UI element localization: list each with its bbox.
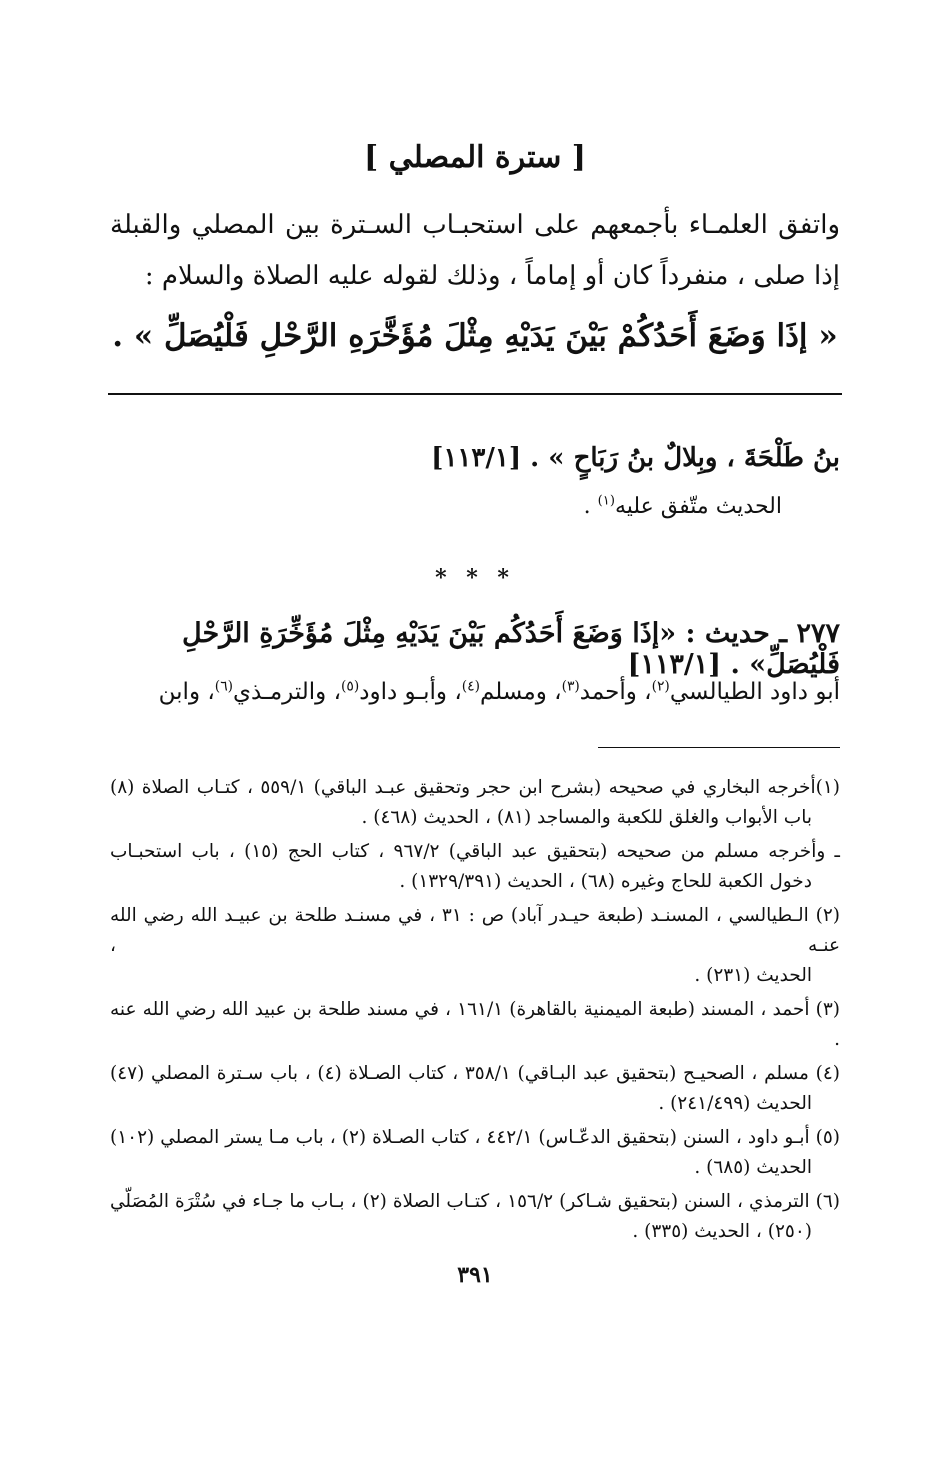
footnote <box>110 1187 840 1247</box>
footnote-ref: (٦) <box>214 678 233 695</box>
separator-stars: * * * <box>435 565 515 591</box>
source-text: ، ومسلم <box>479 679 562 705</box>
source-text: ، وابن <box>158 679 215 705</box>
section-heading: [ سترة المصلي ] <box>364 140 586 175</box>
footnote-ref: (٥) <box>341 678 360 695</box>
footnote-line: ـ وأخرجه مسلم من صحيحه (بتحقيق عبد الباقي) ٩٦٧/٢ ، كتاب الحج (١٥) ، باب استحبـاب <box>110 841 840 862</box>
footnote-line: (٤) مسلم ، الصحيـح (بتحقيق عبد البـاقي) ٣٥٨/١ ، كتاب الصـلاة (٤) ، باب سـترة المصلي (٤٧) <box>110 1063 840 1084</box>
footnote <box>110 773 840 833</box>
footnote <box>110 1059 840 1119</box>
footnotes <box>110 773 840 1251</box>
footnote-ref: (٣) <box>561 678 580 695</box>
footnote-line: الحديث (٢٣١) . <box>694 965 812 986</box>
agreed-note <box>110 494 782 519</box>
footnote-divider <box>598 747 840 748</box>
footnote <box>110 995 840 1055</box>
footnote-line: (٢) الـطيالسي ، المسنـد (طبعة حيـدر آباد) ص : ٣١ ، في مسنـد طلحة بن عبيـد الله رضي الله عنـه ، <box>110 905 840 956</box>
footnote-line: (٦) الترمذي ، السنن (بتحقيق شـاكر) ١٥٦/٢ ، كتـاب الصلاة (٢) ، بـاب ما جـاء في سُتْرَة المُصَلّي <box>110 1191 840 1212</box>
intro-line-2: إذا صلى ، منفرداً كان أو إماماً ، وذلك لقوله عليه الصلاة والسلام : <box>144 261 840 291</box>
agreed-text: الحديث متّفق عليه <box>614 494 782 519</box>
hadith-277: ٢٧٧ ـ حديث : «إذَا وَضَعَ أَحَدُكُم بَيْنَ يَدَيْهِ مِثْلَ مُؤَخِّرَةِ الرَّحْلِ فَلْيُصَلِّ» . [١١٣/١] <box>182 618 840 680</box>
footnote-line: (١)أخرجه البخاري في صحيحه (بشرح ابن حجر وتحقيق عبـد الباقي) ٥٥٩/١ ، كتـاب الصلاة (٨) <box>110 777 840 798</box>
footnote-line: باب الأبواب والغلق للكعبة والمساجد (٨١) ، الحديث (٤٦٨) . <box>361 807 812 828</box>
page-number: ٣٩١ <box>457 1262 493 1288</box>
footnote-line: الحديث (٢٤١/٤٩٩) . <box>658 1093 812 1114</box>
footnote-line: دخول الكعبة للحاج وغيره (٦٨) ، الحديث (١٣٢٩/٣٩١) . <box>399 871 812 892</box>
hadith-fragment: بنُ طَلْحَةَ ، وبِلالٌ بنُ رَبَاحٍ » . [١١٣/١] <box>431 443 840 473</box>
footnote-ref: (٤) <box>461 678 480 695</box>
hadith-sources <box>110 672 840 712</box>
intro-line-1: واتفق العلمـاء بأجمعهم على استحبـاب السـترة بين المصلي والقبلة <box>110 210 840 240</box>
footnote-line: الحديث (٦٨٥) . <box>694 1157 812 1178</box>
footnote-ref: (١) <box>597 493 615 509</box>
hadith-quote: « إذَا وَضَعَ أَحَدُكُمْ بَيْنَ يَدَيْهِ مِثْلَ مُؤَخَّرَهِ الرَّحْلِ فَلْيُصَلِّ » . <box>112 318 838 354</box>
source-text: ، والترمـذي <box>233 679 342 705</box>
footnote <box>110 901 840 991</box>
footnote-line: (٥) أبـو داود ، السنن (بتحقيق الدعّـاس) ٤٤٢/١ ، كتاب الصـلاة (٢) ، باب مـا يستر المصلي (١٠٢) <box>110 1127 841 1148</box>
source-text: ، وأحمد <box>579 679 652 705</box>
footnote-line: (٣) أحمد ، المسند (طبعة الميمنية بالقاهرة) ١٦١/١ ، في مسند طلحة بن عبيد الله رضي الله عنه . <box>110 999 840 1050</box>
footnote-ref: (٢) <box>651 678 670 695</box>
agreed-end: . <box>583 494 598 519</box>
footnote <box>110 837 840 897</box>
footnote-line: (٢٥٠) ، الحديث (٣٣٥) . <box>632 1221 812 1242</box>
source-text: أبو داود الطيالسي <box>669 679 840 705</box>
footnote <box>110 1123 840 1183</box>
section-divider <box>108 393 842 395</box>
source-text: ، وأبـو داود <box>359 679 462 705</box>
